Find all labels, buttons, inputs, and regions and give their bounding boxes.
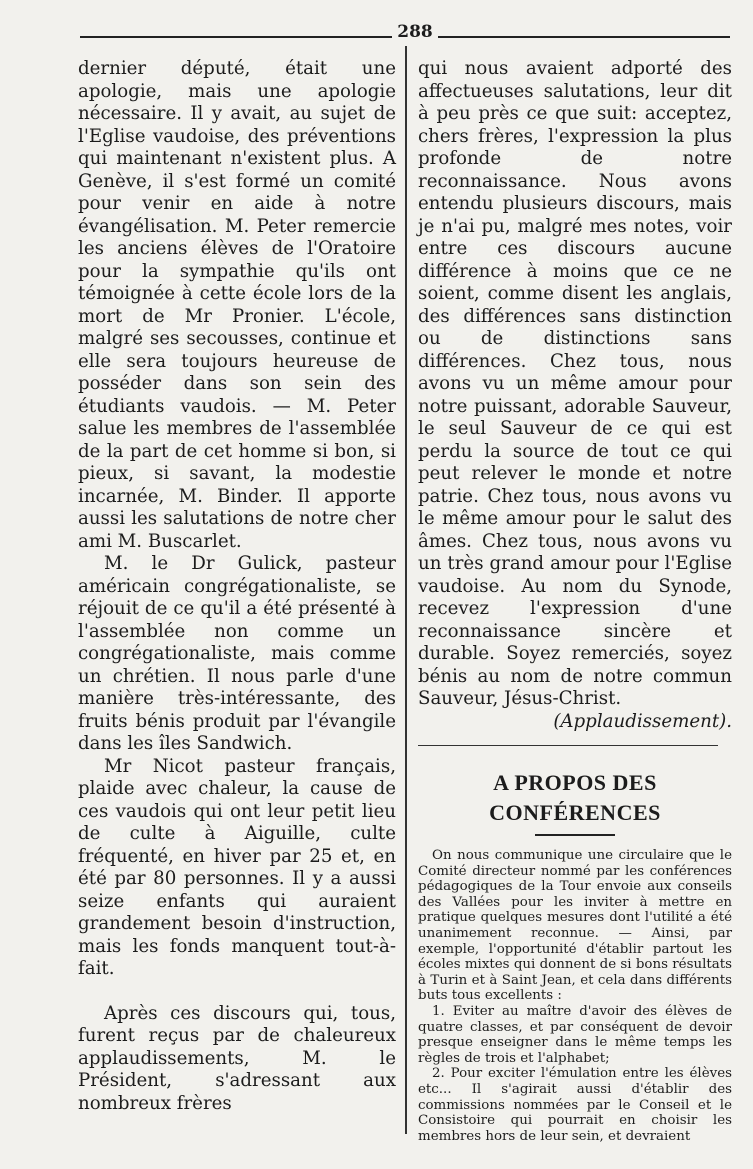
paragraph: Mr Nicot pasteur français, plaide avec chaleur, la cause de ces vaudois qui ont leur petit lieu de culte à Aiguille, culte fréquenté, en hiver par 25 et, en été par 80 personnes. Il y a aussi seize enfants qui auraient grandement besoin d'instruction, mais les fonds manquent tout-à-fait. [78,755,396,979]
paragraph: dernier député, était une apologie, mais une apologie nécessaire. Il y avait, au sujet de l'Eglise vaudoise, des préventions qui maintenant n'existent plus. A Genève, il s'est formé un comité pour venir en aide à notre évangélisation. M. Peter remercie les anciens élèves de l'Oratoire pour la sympathie qu'ils ont témoignée à cette école lors de la mort de Mr Pronier. L'école, malgré ses secousses, continue et elle sera toujours heureuse de posséder dans son sein des étudiants vaudois. — M. Peter salue les membres de l'assemblée de la part de cet homme si bon, si pieux, si savant, la modestie incarnée, M. Binder. Il apporte aussi les salutations de notre cher ami M. Buscarlet. [78,58,396,552]
small-paragraph: 2. Pour exciter l'émulation entre les élèves etc... Il s'agirait aussi d'établir des commissions nommées par le Conseil et le Consistoire qui pourrait en choisir les membres hors de leur sein, et devraient [418,1066,732,1144]
section-divider [418,745,718,746]
section-title: A PROPOS DES CONFÉRENCES [489,770,661,825]
paragraph: qui nous avaient adporté des affectueuses salutations, leur dit à peu près ce que suit: acceptez, chers frères, l'expression la plus profonde de notre reconnaissance. Nous avons entendu plusieurs discours, mais je n'ai pu, malgré mes notes, voir entre ces discours aucune différence à moins que ce ne soient, comme disent les anglais, des différences sans distinction ou de distinctions sans différences. Chez tous, nous avons vu un même amour pour notre puissant, adorable Sauveur, le seul Sauveur de ce qui est perdu la source de tout ce qui peut relever le monde et notre patrie. Chez tous, nous avons vu le même amour pour le salut des âmes. Chez tous, nous avons vu un très grand amour pour l'Eglise vaudoise. Au nom du Synode, recevez l'expression d'une reconnaissance sincère et durable. Soyez remerciés, soyez bénis au nom de notre commun Sauveur, Jésus-Christ. [418,58,732,709]
title-underline [535,834,615,836]
paragraph: M. le Dr Gulick, pasteur américain congrégationaliste, se réjouit de ce qu'il a été présenté à l'assemblée non comme un congrégationaliste, mais comme un chrétien. Il nous parle d'une manière très-intéressante, des fruits bénis produit par l'évangile dans les îles Sandwich. [78,553,396,754]
small-paragraph: On nous communique une circulaire que le Comité directeur nommé par les conférences pédagogiques de la Tour envoie aux conseils des Vallées pour les inviter à mettre en pratique quelques mesures dont l'utilité a été unanimement reconnue. — Ainsi, par exemple, l'opportunité d'établir partout les écoles mixtes qui donnent de si bons résultats à Turin et à Saint Jean, et cela dans différents buts tous excellents : [418,848,732,1004]
column-divider [405,46,407,1134]
small-paragraph: 1. Eviter au maître d'avoir des élèves de quatre classes, et par conséquent de devoir presque enseigner dans le même temps les règles de trois et l'alphabet; [418,1003,732,1066]
applause-note: (Applaudissement). [553,710,732,732]
left-column [78,58,396,1115]
right-column [418,58,732,1144]
paragraph: Après ces discours qui, tous, furent reçus par de chaleureux applaudissements, M. le Président, s'adressant aux nombreux frères [78,1002,396,1114]
page-number: 288 [392,22,438,42]
